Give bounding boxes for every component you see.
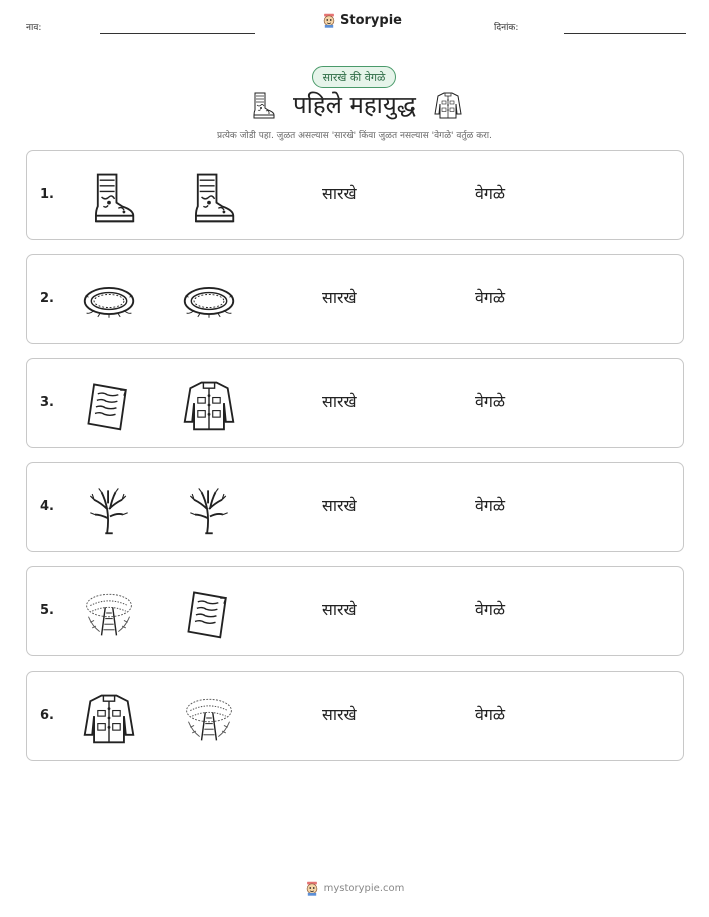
footer — [0, 880, 709, 896]
same-option[interactable]: सारखे — [322, 392, 357, 411]
different-option[interactable]: वेगळे — [475, 496, 506, 515]
question-row — [26, 358, 684, 448]
question-row — [26, 566, 684, 656]
page-title: पहिले महायुद्ध — [293, 91, 416, 119]
question-number: 4. — [40, 499, 54, 514]
different-option[interactable]: वेगळे — [475, 288, 506, 307]
same-option[interactable]: सारखे — [322, 705, 357, 724]
tree-icon — [81, 481, 137, 537]
question-number: 6. — [40, 708, 54, 723]
tree-icon — [181, 481, 237, 537]
crater-icon — [181, 273, 237, 329]
question-number: 2. — [40, 291, 54, 306]
question-row — [26, 462, 684, 552]
question-row — [26, 254, 684, 344]
brand — [322, 12, 402, 28]
same-option[interactable]: सारखे — [322, 600, 357, 619]
brand-name: Storypie — [340, 12, 402, 28]
boots-icon — [181, 169, 237, 225]
trench-icon — [81, 585, 137, 641]
question-number: 3. — [40, 395, 54, 410]
jacket-icon — [181, 377, 237, 433]
date-field[interactable] — [564, 33, 686, 34]
letter-icon — [81, 377, 137, 433]
jacket-icon — [81, 690, 137, 746]
worksheet-type-badge: सारखे की वेगळे — [312, 66, 396, 88]
question-row — [26, 671, 684, 761]
header — [0, 0, 709, 50]
question-row — [26, 150, 684, 240]
different-option[interactable]: वेगळे — [475, 392, 506, 411]
same-option[interactable]: सारखे — [322, 184, 357, 203]
different-option[interactable]: वेगळे — [475, 600, 506, 619]
instructions: प्रत्येक जोडी पहा. जुळत असल्यास 'सारखे' किंवा जुळत नसल्यास 'वेगळे' वर्तुळ करा. — [216, 131, 492, 141]
same-option[interactable]: सारखे — [322, 496, 357, 515]
trench-icon — [181, 690, 237, 746]
letter-icon — [181, 585, 237, 641]
crater-icon — [81, 273, 137, 329]
name-field[interactable] — [100, 33, 255, 34]
footer-site: mystorypie.com — [323, 882, 405, 894]
boots-icon — [81, 169, 137, 225]
question-number: 5. — [40, 603, 54, 618]
storypie-logo-icon — [322, 12, 336, 28]
name-label: नाव: — [26, 23, 42, 33]
same-option[interactable]: सारखे — [322, 288, 357, 307]
storypie-logo-icon — [305, 880, 319, 896]
different-option[interactable]: वेगळे — [475, 705, 506, 724]
date-label: दिनांक: — [494, 23, 519, 33]
jacket-icon — [433, 90, 463, 120]
question-number: 1. — [40, 187, 54, 202]
different-option[interactable]: वेगळे — [475, 184, 506, 203]
